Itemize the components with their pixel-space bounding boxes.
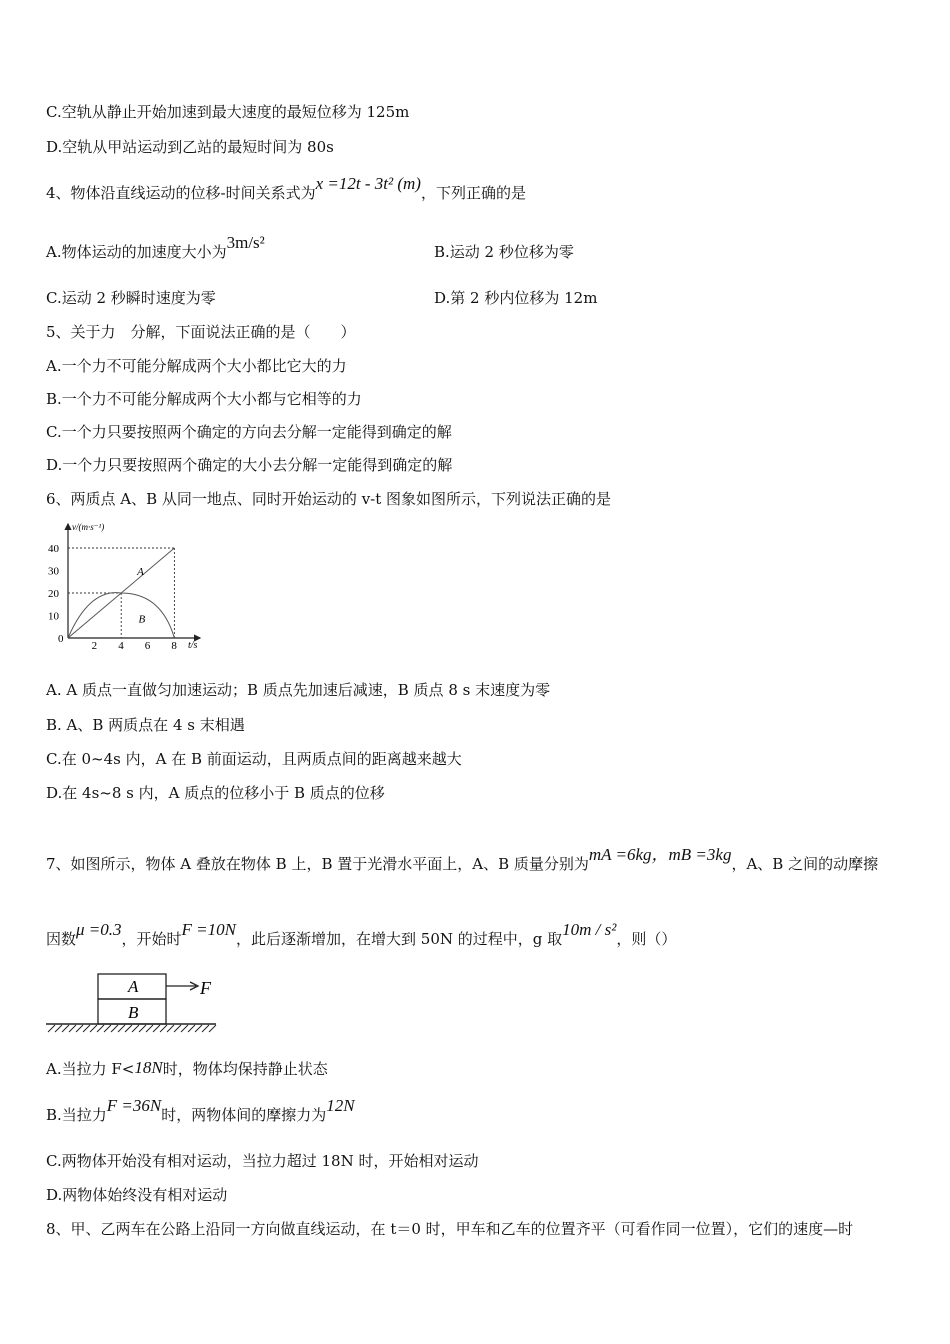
block-a-label: A (128, 977, 139, 996)
q5-option-d: D.一个力只要按照两个确定的大小去分解一定能得到确定的解 (46, 456, 453, 474)
x-tick-label: 2 (91, 640, 98, 652)
q7-option-a (46, 1059, 328, 1079)
q7-option-b (46, 1096, 355, 1125)
ground-hatch (111, 1025, 118, 1032)
q4-stem (46, 174, 526, 203)
ground-hatch (146, 1025, 153, 1032)
x-tick-label: 8 (171, 640, 177, 652)
q7-g: 10m / s² (562, 920, 617, 939)
y-tick-label: 10 (48, 610, 59, 623)
q4-formula: x =12t - 3t² (m) (315, 174, 421, 193)
y-tick-label: 30 (48, 565, 59, 578)
ground-hatch (195, 1025, 202, 1032)
ground-hatch (48, 1025, 55, 1032)
q4-option-a-value: 3m/s² (226, 233, 265, 252)
q7-option-c: C.两物体开始没有相对运动，当拉力超过 18N 时，开始相对运动 (46, 1152, 479, 1170)
q4-option-b: B.运动 2 秒位移为零 (434, 243, 574, 261)
ground-hatch (188, 1025, 195, 1032)
q7-line2-pre: 因数 (46, 930, 77, 948)
ground-hatch (55, 1025, 62, 1032)
q5-option-c: C.一个力只要按照两个确定的方向去分解一定能得到确定的解 (46, 423, 452, 441)
q7-line2-a: ，开始时 (121, 930, 182, 948)
ground-hatch (90, 1025, 97, 1032)
q4-option-a (46, 233, 265, 262)
q7-option-b-mid: 时，两物体间的摩擦力为 (161, 1106, 327, 1124)
q7-option-d: D.两物体始终没有相对运动 (46, 1186, 228, 1204)
q5-option-b: B.一个力不可能分解成两个大小都与它相等的力 (46, 390, 362, 408)
q4-stem-pre: 4、物体沿直线运动的位移-时间关系式为 (46, 184, 316, 202)
q7-option-b-pre: B.当拉力 (46, 1106, 107, 1124)
q7-masses: mA =6kg，mB =3kg (588, 845, 732, 864)
q7-stem (46, 845, 879, 874)
q7-line2-c: ，则（） (616, 930, 677, 948)
ground-hatch (118, 1025, 125, 1032)
ground-hatch (153, 1025, 160, 1032)
q7-stem-line2 (46, 920, 677, 949)
y-tick-label: 40 (48, 543, 59, 555)
ground-hatch (132, 1025, 139, 1032)
q6-option-a: A. A 质点一直做匀加速运动；B 质点先加速后减速，B 质点 8 s 末速度为零 (46, 681, 551, 699)
series-a-label: A (137, 566, 144, 578)
ground-hatch (181, 1025, 188, 1032)
series-a-line (68, 548, 174, 638)
q7-line2-b: ，此后逐渐增加，在增大到 50N 的过程中，g 取 (236, 930, 563, 948)
ground-hatch (97, 1025, 104, 1032)
q7-stem-pre: 7、如图所示，物体 A 叠放在物体 B 上，B 置于光滑水平面上，A、B 质量分别为 (46, 855, 589, 873)
block-b-label: B (128, 1003, 139, 1022)
q7-option-a-pre: A.当拉力 F< (46, 1060, 135, 1078)
q3-option-c: C.空轨从静止开始加速到最大速度的最短位移为 125m (46, 103, 410, 121)
blocks-figure (44, 968, 234, 1038)
ground-hatch (125, 1025, 132, 1032)
ground-hatch (167, 1025, 174, 1032)
series-b-label: B (138, 613, 146, 626)
q4-option-c: C.运动 2 秒瞬时速度为零 (46, 289, 216, 307)
q7-stem-mid: ，A、B 之间的动摩擦 (731, 855, 879, 873)
ground-hatch (202, 1025, 209, 1032)
series-b-line (68, 593, 174, 638)
q7-f0: F =10N (181, 920, 236, 939)
ground-hatch (174, 1025, 181, 1032)
q6-stem: 6、两质点 A、B 从同一地点、同时开始运动的 v-t 图象如图所示，下列说法正确的是 (46, 490, 612, 508)
q7-option-b-f: F =36N (106, 1096, 162, 1115)
x-axis-label: t/s (188, 640, 198, 651)
y-tick-label: 20 (48, 588, 59, 600)
y-axis-label: v/(m·s⁻¹) (72, 522, 105, 532)
ground-hatch (104, 1025, 111, 1032)
ground-hatch (160, 1025, 167, 1032)
q7-option-a-val: 18N (134, 1058, 163, 1077)
q4-option-a-text: A.物体运动的加速度大小为 (46, 243, 227, 261)
x-tick-label: 0 (58, 633, 64, 645)
x-tick-label: 6 (144, 640, 151, 652)
q6-option-b: B. A、B 两质点在 4 s 末相遇 (46, 716, 245, 734)
q5-option-a: A.一个力不可能分解成两个大小都比它大的力 (46, 357, 347, 375)
ground-hatch (139, 1025, 146, 1032)
ground-hatch (69, 1025, 76, 1032)
q7-option-b-val: 12N (326, 1096, 355, 1115)
q5-stem: 5、关于力 分解，下面说法正确的是（ ） (46, 323, 356, 341)
vt-graph (40, 518, 220, 656)
q4-option-d: D.第 2 秒内位移为 12m (434, 289, 598, 307)
force-label: F (200, 978, 211, 998)
q4-stem-post: ，下列正确的是 (420, 184, 526, 202)
q6-option-c: C.在 0~4s 内，A 在 B 前面运动，且两质点间的距离越来越大 (46, 750, 462, 768)
q3-option-d: D.空轨从甲站运动到乙站的最短时间为 80s (46, 138, 334, 156)
x-tick-label: 4 (118, 640, 124, 652)
ground-hatch (83, 1025, 90, 1032)
ground-hatch (76, 1025, 83, 1032)
q6-option-d: D.在 4s~8 s 内，A 质点的位移小于 B 质点的位移 (46, 784, 385, 802)
ground-hatch (209, 1025, 216, 1032)
q7-option-a-post: 时，物体均保持静止状态 (162, 1060, 328, 1078)
q7-mu: μ =0.3 (76, 920, 122, 939)
ground-hatch (62, 1025, 69, 1032)
q8-stem: 8、甲、乙两车在公路上沿同一方向做直线运动，在 t＝0 时，甲车和乙车的位置齐平（可看作同一位置），它们的速度—时 (46, 1220, 854, 1238)
